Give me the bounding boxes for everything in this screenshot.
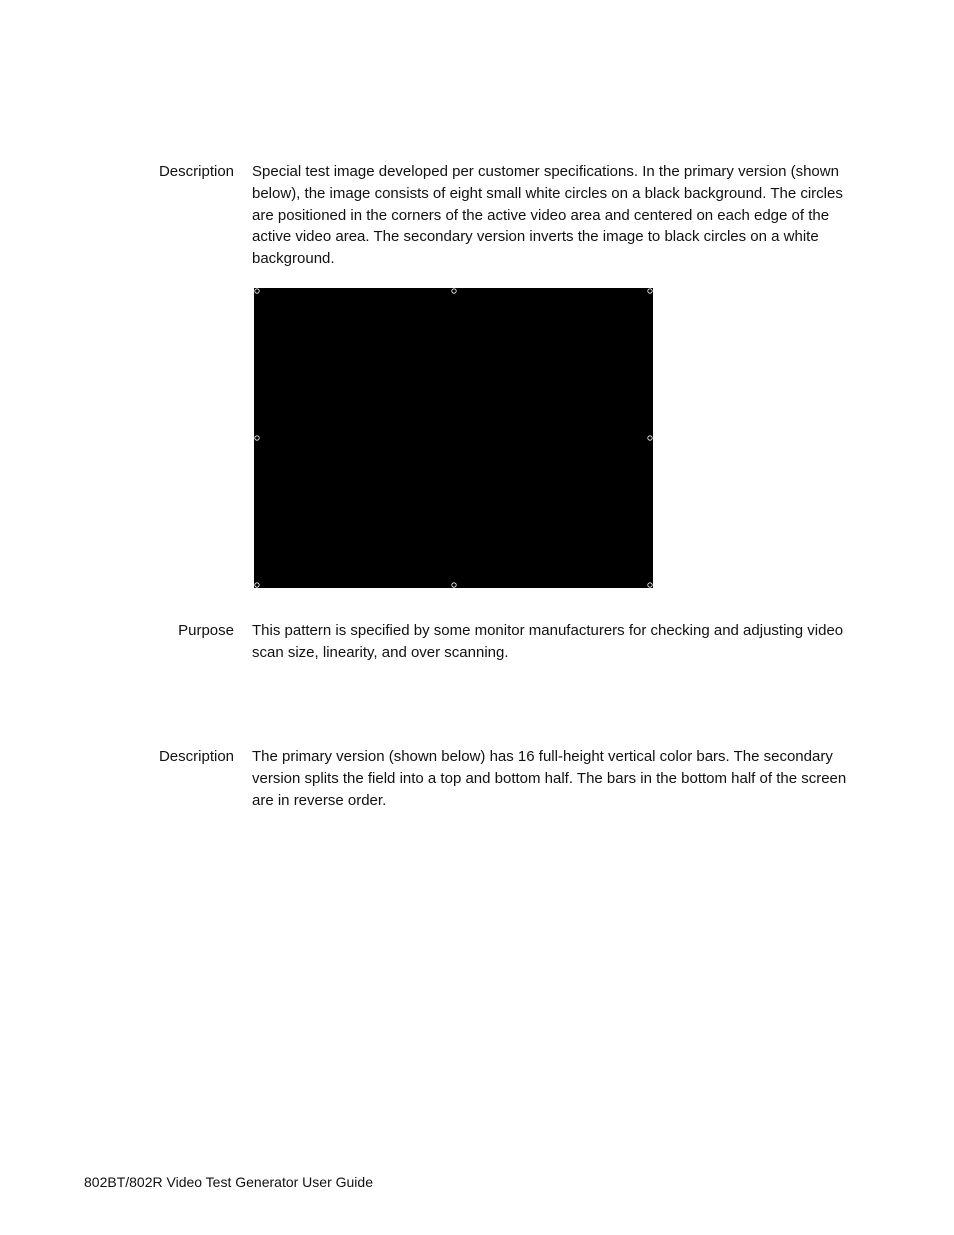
description-label: Description <box>158 748 234 765</box>
text-line: The primary version (shown below) has 16 full-height vertical color bars. The secondary <box>252 748 833 765</box>
text-line: version splits the field into a top and bottom half. The bars in the bottom half of the screen <box>252 769 847 787</box>
text-line: are positioned in the corners of the active video area and centered on each edge of the <box>252 206 830 224</box>
test-pattern-image <box>254 288 653 588</box>
description-text <box>252 746 872 811</box>
black-background <box>254 288 653 588</box>
text-line: Special test image developed per customer specifications. In the primary version (shown <box>252 163 839 180</box>
text-line: This pattern is specified by some monitor manufacturers for checking and adjusting video <box>252 622 844 639</box>
purpose-text <box>252 620 872 664</box>
description-text <box>252 161 872 270</box>
text-line: background. <box>252 250 335 267</box>
purpose-label: Purpose <box>178 622 234 639</box>
test-pattern-svg <box>254 288 653 588</box>
text-line: below), the image consists of eight small white circles on a black background. The circles <box>252 184 843 202</box>
text-line: active video area. The secondary version inverts the image to black circles on a white <box>252 228 819 246</box>
description-label: Description <box>158 163 234 180</box>
text-line: are in reverse order. <box>252 791 387 809</box>
page-footer: 802BT/802R Video Test Generator User Guide <box>84 1174 373 1190</box>
text-line: scan size, linearity, and over scanning. <box>252 643 509 661</box>
